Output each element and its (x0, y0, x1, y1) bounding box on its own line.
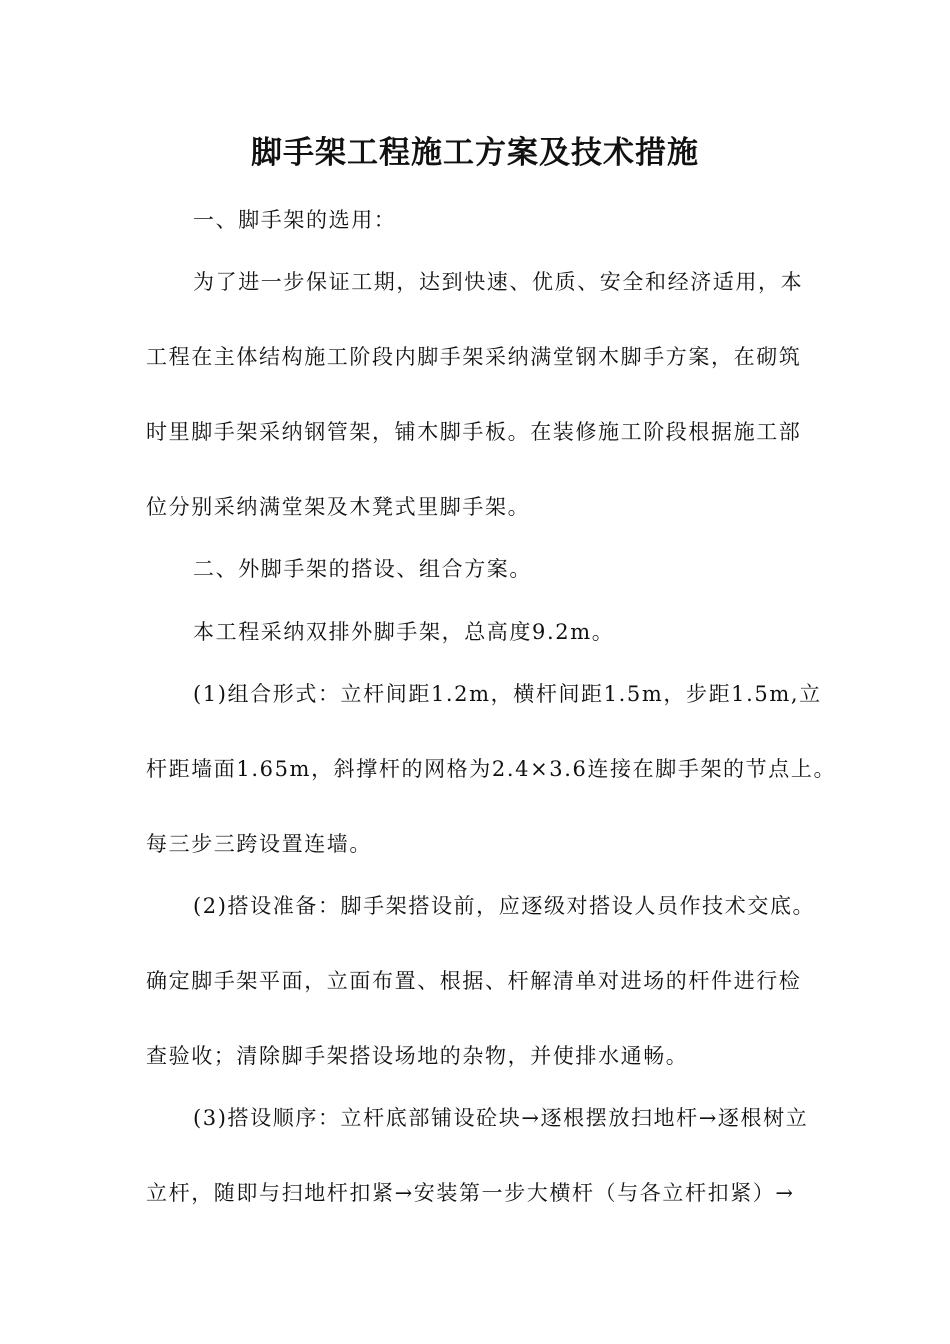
paragraph-line: (1)组合形式：立杆间距1.2m，横杆间距1.5m，步距1.5m,立 (193, 682, 822, 706)
section-heading-2: 二、外脚手架的搭设、组合方案。 (193, 557, 532, 581)
paragraph-line: 位分别采纳满堂架及木凳式里脚手架。 (146, 495, 531, 519)
paragraph-line: 工程在主体结构施工阶段内脚手架采纳满堂钢木脚手方案，在砌筑 (146, 345, 802, 369)
paragraph-line: 查验收；清除脚手架搭设场地的杂物，并使排水通畅。 (146, 1044, 689, 1068)
paragraph-line: (2)搭设准备：脚手架搭设前，应逐级对搭设人员作技术交底。 (193, 894, 816, 918)
paragraph-line: 立杆，随即与扫地杆扣紧→安装第一步大横杆（与各立杆扣紧）→ (146, 1181, 795, 1205)
paragraph-line: 杆距墙面1.65m，斜撑杆的网格为2.4×3.6连接在脚手架的节点上。 (146, 757, 837, 781)
paragraph-line: 每三步三跨设置连墙。 (146, 832, 372, 856)
paragraph-line: (3)搭设顺序：立杆底部铺设砼块→逐根摆放扫地杆→逐根树立 (193, 1106, 809, 1130)
paragraph-line: 为了进一步保证工期，达到快速、优质、安全和经济适用，本 (193, 270, 804, 294)
section-heading-1: 一、脚手架的选用： (193, 208, 397, 232)
paragraph-line: 时里脚手架采纳钢管架，铺木脚手板。在装修施工阶段根据施工部 (146, 420, 802, 444)
paragraph-line: 本工程采纳双排外脚手架，总高度9.2m。 (193, 620, 615, 644)
document-title: 脚手架工程施工方案及技术措施 (251, 135, 699, 171)
paragraph-line: 确定脚手架平面，立面布置、根据、杆解清单对进场的杆件进行检 (146, 969, 802, 993)
